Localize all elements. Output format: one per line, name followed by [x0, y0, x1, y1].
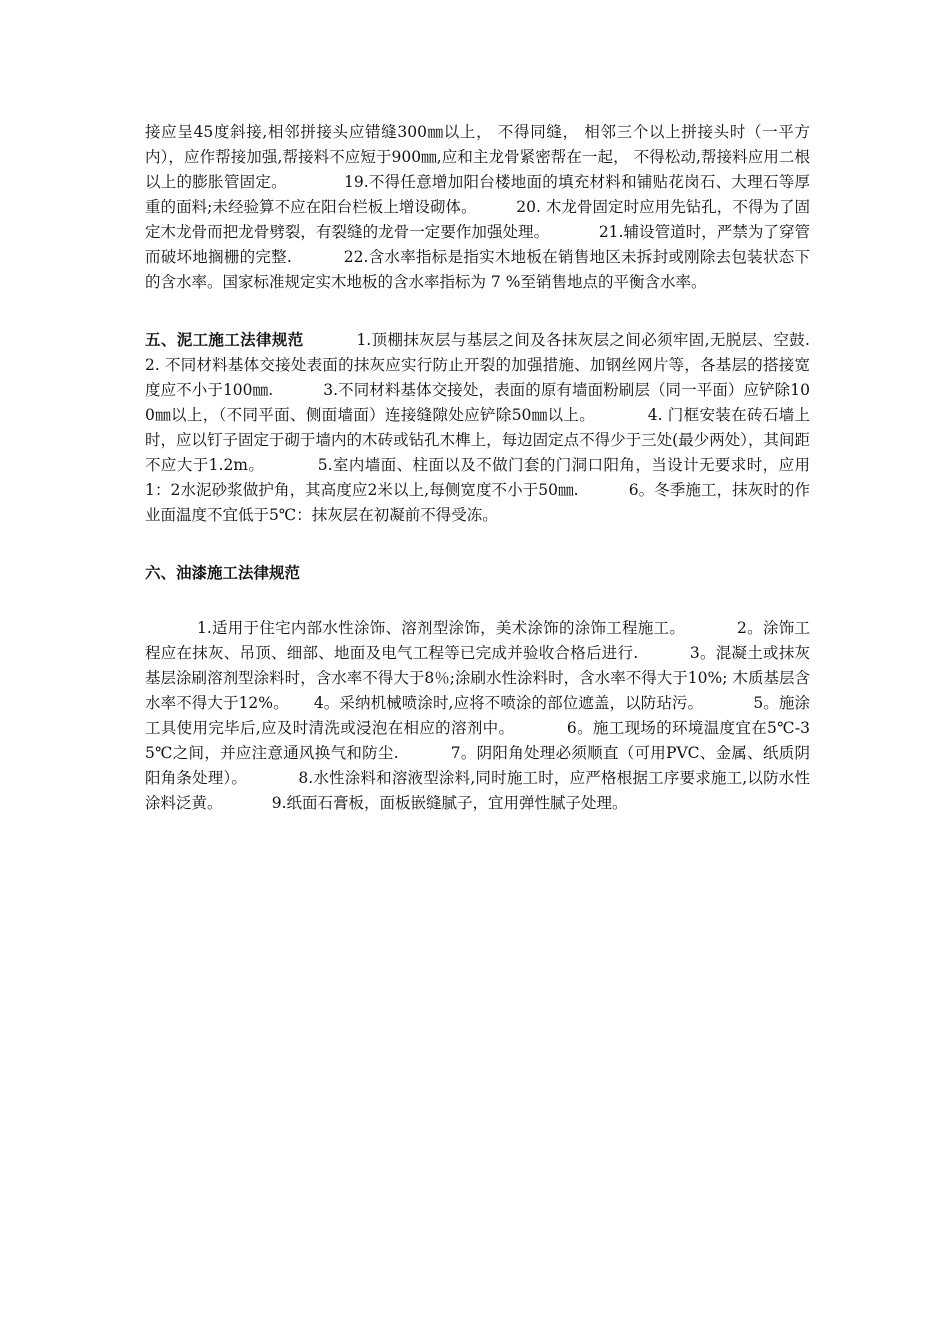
- section-painting: [145, 561, 810, 816]
- section-masonry: [145, 328, 860, 528]
- section-painting-heading: 六、油漆施工法律规范: [145, 564, 301, 582]
- section-masonry-body: 1.顶棚抹灰层与基层之间及各抹灰层之间必须牢固,无脱层、空鼓. 2. 不同材料基体交接处表面的抹灰应实行防止开裂的加强措施、加钢丝网片等，各基层的搭接宽度应不小于100㎜. 3.不同材料基体交接处，表面的原有墙面粉刷层（同一平面）应铲除100㎜以上，（不同平面、侧面墙面）连接缝隙处应铲除50㎜以上。 4. 门框安装在砖石墙上时，应以钉子固定于砌于墙内的木砖或钻孔木榫上，每边固定点不得少于三处(最少两处），其间距不应大于1.2m。 5.室内墙面、柱面以及不做门套的门洞口阳角，当设计无要求时，应用1：2水泥砂浆做护角，其高度应2米以上,每侧宽度不小于50㎜. 6。冬季施工，抹灰时的作业面温度不宜低于5℃：抹灰层在初凝前不得受冻。: [145, 331, 860, 524]
- document-page: [145, 120, 860, 816]
- section-masonry-heading: 五、泥工施工法律规范: [145, 331, 304, 349]
- section-masonry-paragraph: [145, 328, 860, 528]
- section-painting-body: 1.适用于住宅内部水性涂饰、溶剂型涂饰，美术涂饰的涂饰工程施工。 2。涂饰工程应在抹灰、吊顶、细部、地面及电气工程等已完成并验收合格后进行. 3。混凝土或抹灰基层涂刷溶剂型涂料时，含水率不得大于8％;涂刷水性涂料时，含水率不得大于10%; 木质基层含水率不得大于12%。 4。采纳机械喷涂时,应将不喷涂的部位遮盖，以防玷污。 5。施涂工具使用完毕后,应及时清洗或浸泡在相应的溶剂中。 6。施工现场的环境温度宜在5℃-35℃之间，并应注意通风换气和防尘. 7。阴阳角处理必须顺直（可用PVC、金属、纸质阴阳角条处理）。 8.水性涂料和溶液型涂料,同时施工时，应严格根据工序要求施工,以防水性涂料泛黄。 9.纸面石膏板，面板嵌缝腻子，宜用弹性腻子处理。: [145, 619, 810, 812]
- intro-paragraph: 接应呈45度斜接,相邻拼接头应错缝300㎜以上， 不得同缝， 相邻三个以上拼接头时（一平方内），应作帮接加强,帮接料不应短于900㎜,应和主龙骨紧密帮在一起， 不得松动,帮接料应用二根以上的膨胀管固定。 19.不得任意增加阳台楼地面的填充材料和铺贴花岗石、大理石等厚重的面料;未经验算不应在阳台栏板上增设砌体。 20. 木龙骨固定时应用先钻孔，不得为了固定木龙骨而把龙骨劈裂，有裂缝的龙骨一定要作加强处理。 21.辅设管道时，严禁为了穿管而破坏地搁栅的完整. 22.含水率指标是指实木地板在销售地区未拆封或刚除去包装状态下的含水率。国家标准规定实木地板的含水率指标为 7 %至销售地点的平衡含水率。: [145, 123, 810, 291]
